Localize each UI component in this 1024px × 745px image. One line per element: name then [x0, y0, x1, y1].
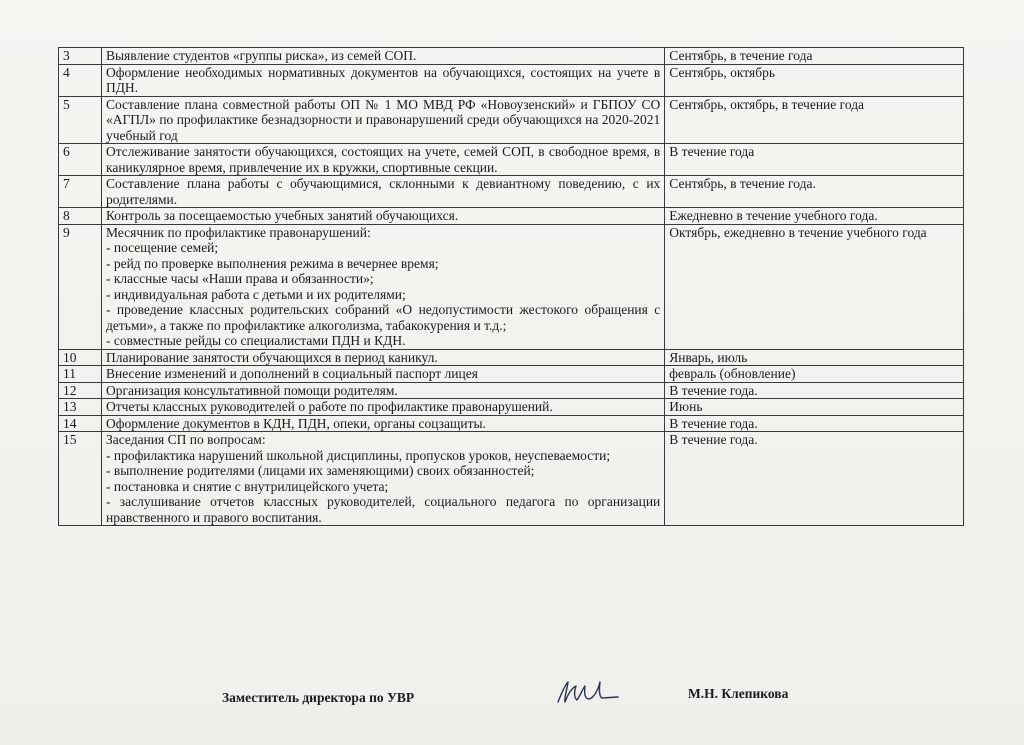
activity-line: Контроль за посещаемостью учебных занятий обучающихся. — [105, 208, 459, 223]
row-number: 7 — [59, 176, 102, 208]
activity-cell — [101, 176, 664, 208]
signature-block — [0, 686, 1024, 716]
row-number: 13 — [59, 399, 102, 416]
signer-name: М.Н. Клепикова — [688, 686, 789, 701]
activity-line: - индивидуальная работа с детьми и их родителями; — [105, 286, 406, 302]
activity-cell — [101, 64, 664, 96]
activity-line: - проведение классных родительских собраний «О недопустимости жестокого обращения с детьми», а также по профилактике алкоголизма, табакокурения и т.д.; — [105, 302, 661, 333]
activity-cell — [101, 96, 664, 144]
table-row — [59, 432, 964, 526]
activity-line: - заслушивание отчетов классных руководителей, социального педагога по организации нравственного и правого воспитания. — [105, 494, 661, 525]
deadline-cell: Январь, июль — [665, 349, 964, 366]
row-number: 5 — [59, 96, 102, 144]
table-row — [59, 48, 964, 65]
activity-line: - профилактика нарушений школьной дисциплины, пропусков уроков, неуспеваемости; — [105, 447, 611, 463]
activity-cell — [101, 48, 664, 65]
row-number: 12 — [59, 382, 102, 399]
deadline-cell: Ежедневно в течение учебного года. — [665, 208, 964, 225]
activity-line: Оформление документов в КДН, ПДН, опеки, органы соцзащиты. — [105, 415, 486, 431]
activity-cell — [101, 144, 664, 176]
activity-line: Составление плана работы с обучающимися, склонными к девиантному поведению, с их родителями. — [105, 176, 661, 207]
table-row — [59, 144, 964, 176]
activity-plan-table — [58, 47, 964, 526]
activity-line: Организация консультативной помощи родителям. — [105, 382, 398, 398]
activity-line: - рейд по проверке выполнения режима в вечернее время; — [105, 255, 439, 271]
table-row — [59, 399, 964, 416]
row-number: 15 — [59, 432, 102, 526]
row-number: 9 — [59, 224, 102, 349]
table-row — [59, 96, 964, 144]
signer-position: Заместитель директора по УВР — [222, 690, 415, 705]
row-number: 4 — [59, 64, 102, 96]
activity-cell — [101, 382, 664, 399]
activity-line: Внесение изменений и дополнений в социальный паспорт лицея — [105, 366, 478, 381]
activity-line: Составление плана совместной работы ОП № 1 МО МВД РФ «Новоузенский» и ГБПОУ СО «АГПЛ» по профилактике безнадзорности и правонарушений среди обучающихся на 2020-2021 учебный год — [105, 96, 661, 143]
deadline-cell: Сентябрь, октябрь, в течение года — [665, 96, 964, 144]
activity-line: - классные часы «Наши права и обязанности»; — [105, 271, 374, 286]
activity-cell — [101, 432, 664, 526]
activity-line: Отчеты классных руководителей о работе по профилактике правонарушений. — [105, 399, 553, 414]
row-number: 8 — [59, 208, 102, 225]
deadline-cell: февраль (обновление) — [665, 366, 964, 383]
activity-line: - выполнение родителями (лицами их заменяющими) своих обязанностей; — [105, 463, 535, 478]
table-row — [59, 64, 964, 96]
activity-cell — [101, 208, 664, 225]
activity-cell — [101, 399, 664, 416]
table-row — [59, 415, 964, 432]
activity-line: Заседания СП по вопросам: — [105, 432, 266, 447]
table-row — [59, 366, 964, 383]
table-row — [59, 176, 964, 208]
row-number: 3 — [59, 48, 102, 65]
activity-cell — [101, 366, 664, 383]
activity-line: - посещение семей; — [105, 240, 219, 255]
activity-line: - совместные рейды со специалистами ПДН и КДН. — [105, 333, 406, 348]
deadline-cell: В течение года — [665, 144, 964, 176]
table-row — [59, 349, 964, 366]
row-number: 11 — [59, 366, 102, 383]
activity-line: Оформление необходимых нормативных документов на обучающихся, состоящих на учете в ПДН. — [105, 64, 661, 95]
deadline-cell: В течение года. — [665, 415, 964, 432]
row-number: 14 — [59, 415, 102, 432]
activity-cell — [101, 224, 664, 349]
handwritten-signature-icon — [552, 672, 622, 712]
deadline-cell: Сентябрь, в течение года. — [665, 176, 964, 208]
activity-cell — [101, 349, 664, 366]
deadline-cell: В течение года. — [665, 382, 964, 399]
activity-line: - постановка и снятие с внутрилицейского учета; — [105, 478, 389, 494]
activity-line: Выявление студентов «группы риска», из семей СОП. — [105, 48, 417, 63]
table-row — [59, 208, 964, 225]
row-number: 10 — [59, 349, 102, 366]
table-row — [59, 224, 964, 349]
deadline-cell: Октябрь, ежедневно в течение учебного года — [665, 224, 964, 349]
activity-plan-body — [59, 48, 964, 526]
deadline-cell: В течение года. — [665, 432, 964, 526]
deadline-cell: Июнь — [665, 399, 964, 416]
deadline-cell: Сентябрь, в течение года — [665, 48, 964, 65]
activity-line: Планирование занятости обучающихся в период каникул. — [105, 349, 438, 365]
activity-line: Месячник по профилактике правонарушений: — [105, 224, 371, 240]
row-number: 6 — [59, 144, 102, 176]
activity-cell — [101, 415, 664, 432]
activity-line: Отслеживание занятости обучающихся, состоящих на учете, семей СОП, в свободное время, в каникулярное время, привлечение их в кружки, спортивные секции. — [105, 144, 661, 175]
deadline-cell: Сентябрь, октябрь — [665, 64, 964, 96]
table-row — [59, 382, 964, 399]
